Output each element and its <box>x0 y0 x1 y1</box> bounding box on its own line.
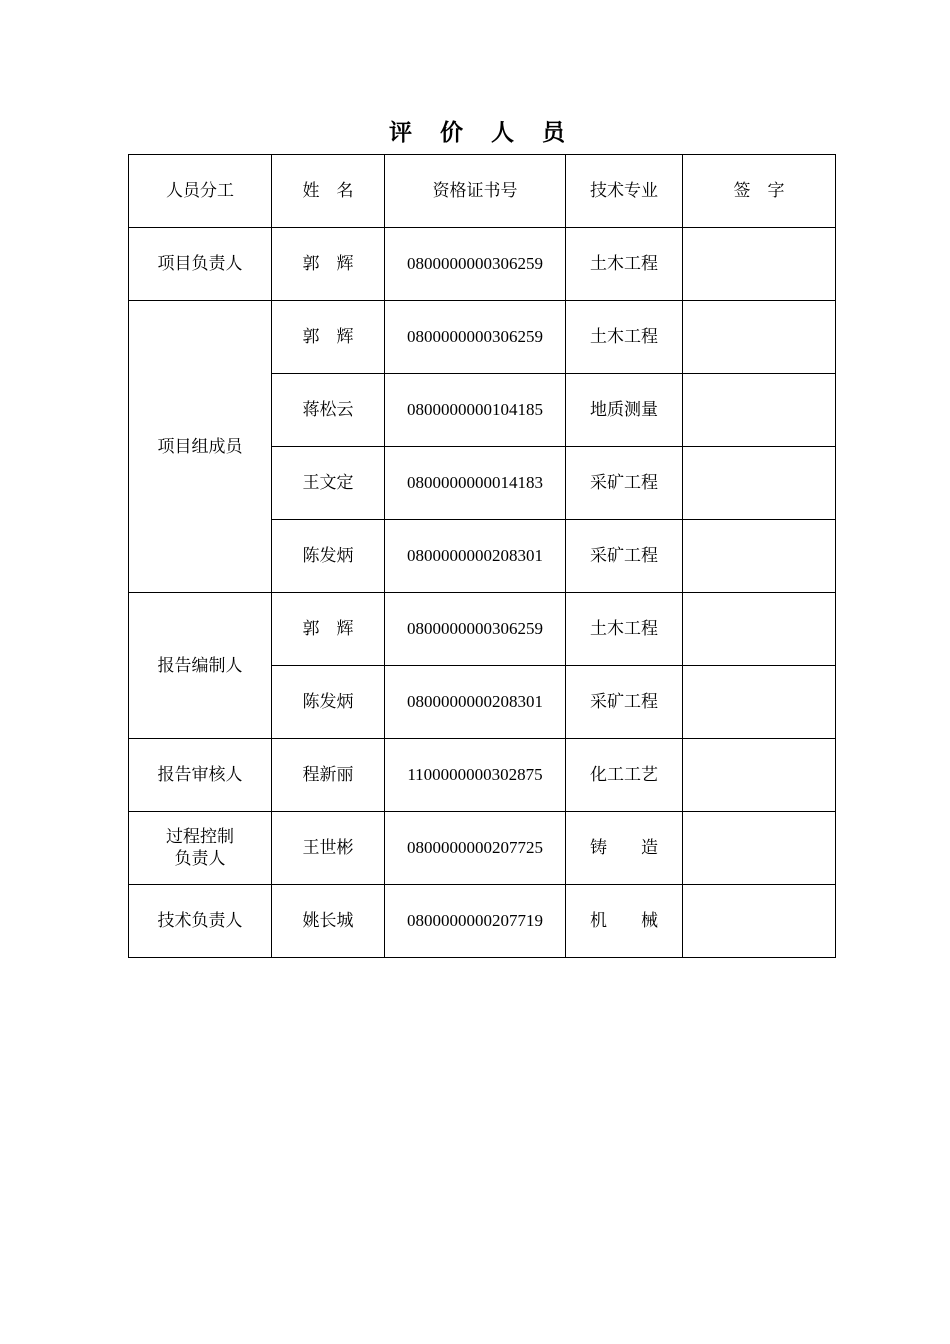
major-cell: 地质测量 <box>566 374 683 447</box>
table-header-row <box>129 155 836 228</box>
role-cell: 报告编制人 <box>129 593 272 739</box>
table-row <box>129 739 836 812</box>
sign-cell <box>683 520 836 593</box>
sign-cell <box>683 666 836 739</box>
sign-cell <box>683 593 836 666</box>
header-role: 人员分工 <box>129 155 272 228</box>
cert-cell: 0800000000208301 <box>385 520 566 593</box>
name-cell: 陈发炳 <box>272 666 385 739</box>
cert-cell: 0800000000104185 <box>385 374 566 447</box>
role-cell: 项目组成员 <box>129 301 272 593</box>
table-row <box>129 228 836 301</box>
cert-cell: 0800000000207725 <box>385 812 566 885</box>
sign-cell <box>683 228 836 301</box>
sign-cell <box>683 739 836 812</box>
major-cell: 铸 造 <box>566 812 683 885</box>
sign-cell <box>683 301 836 374</box>
cert-cell: 0800000000208301 <box>385 666 566 739</box>
name-cell: 蒋松云 <box>272 374 385 447</box>
cert-cell: 0800000000306259 <box>385 228 566 301</box>
cert-cell: 0800000000014183 <box>385 447 566 520</box>
name-cell: 姚长城 <box>272 885 385 958</box>
name-cell: 程新丽 <box>272 739 385 812</box>
major-cell: 采矿工程 <box>566 447 683 520</box>
name-cell: 郭 辉 <box>272 228 385 301</box>
major-cell: 土木工程 <box>566 593 683 666</box>
header-name: 姓 名 <box>272 155 385 228</box>
name-cell: 陈发炳 <box>272 520 385 593</box>
cert-cell: 0800000000207719 <box>385 885 566 958</box>
header-major: 技术专业 <box>566 155 683 228</box>
role-cell: 技术负责人 <box>129 885 272 958</box>
cert-cell: 1100000000302875 <box>385 739 566 812</box>
major-cell: 采矿工程 <box>566 666 683 739</box>
name-cell: 郭 辉 <box>272 593 385 666</box>
table-row <box>129 301 836 374</box>
table-row <box>129 885 836 958</box>
sign-cell <box>683 374 836 447</box>
role-cell: 项目负责人 <box>129 228 272 301</box>
cert-cell: 0800000000306259 <box>385 301 566 374</box>
name-cell: 王世彬 <box>272 812 385 885</box>
major-cell: 土木工程 <box>566 301 683 374</box>
sign-cell <box>683 885 836 958</box>
role-cell: 报告审核人 <box>129 739 272 812</box>
role-cell: 过程控制 负责人 <box>129 812 272 885</box>
major-cell: 机 械 <box>566 885 683 958</box>
cert-cell: 0800000000306259 <box>385 593 566 666</box>
header-cert: 资格证书号 <box>385 155 566 228</box>
page-title: 评 价 人 员 <box>388 120 576 146</box>
table-row <box>129 812 836 885</box>
personnel-table <box>128 154 836 958</box>
major-cell: 土木工程 <box>566 228 683 301</box>
major-cell: 采矿工程 <box>566 520 683 593</box>
name-cell: 王文定 <box>272 447 385 520</box>
table-row <box>129 593 836 666</box>
header-sign: 签 字 <box>683 155 836 228</box>
major-cell: 化工工艺 <box>566 739 683 812</box>
sign-cell <box>683 812 836 885</box>
name-cell: 郭 辉 <box>272 301 385 374</box>
sign-cell <box>683 447 836 520</box>
